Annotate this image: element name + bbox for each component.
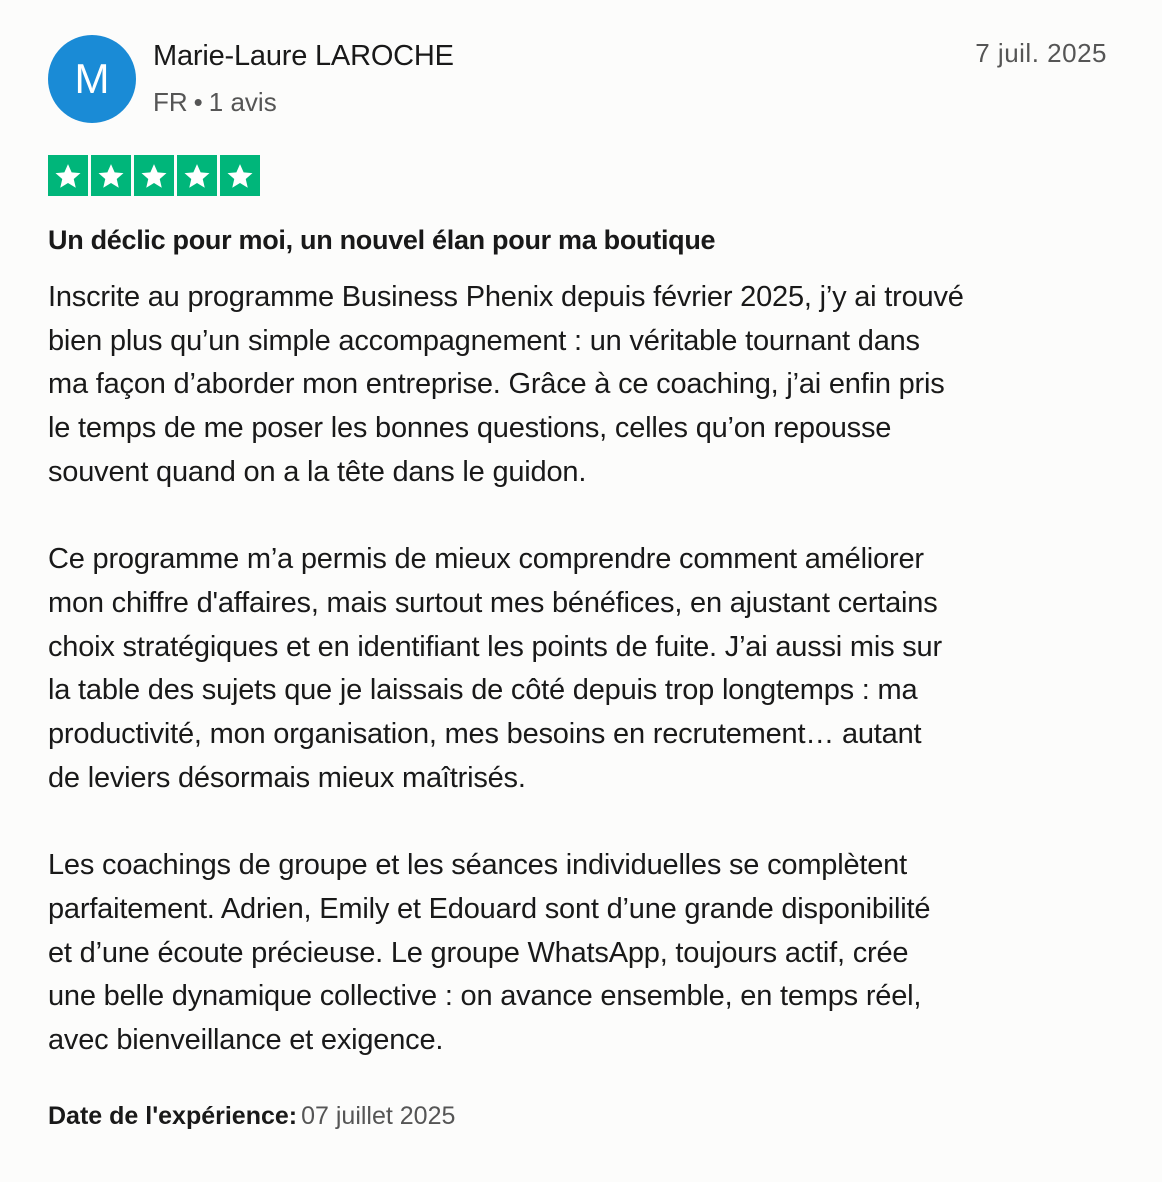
review-date: 7 juil. 2025 [975, 38, 1107, 68]
review-count: 1 avis [208, 87, 277, 117]
experience-date [48, 1096, 455, 1136]
meta-separator: • [193, 87, 203, 117]
star-icon [48, 155, 88, 196]
experience-date-value: 07 juillet 2025 [301, 1102, 456, 1130]
review-body [48, 276, 1118, 1106]
review-paragraph: Les coachings de groupe et les séances individuelles se complètent parfaitement. Adrien, Emily et Edouard sont d’une grande disponibilité et d’une écoute précieuse. Le groupe WhatsApp, toujours actif, crée une belle dynamique collective : on avance ensemble, en temps réel, avec bienveillance et exigence. [48, 849, 931, 1056]
reviewer-country: FR [153, 87, 188, 117]
reviewer-meta [153, 84, 277, 120]
star-rating [48, 155, 260, 196]
star-icon [220, 155, 260, 196]
review-paragraph: Ce programme m’a permis de mieux comprendre comment améliorer mon chiffre d'affaires, mais surtout mes bénéfices, en ajustant certains choix stratégiques et en identifiant les points de fuite. J’ai aussi mis sur la table des sujets que je laissais de côté depuis trop longtemps : ma productivité, mon organisation, mes besoins en recrutement… autant de leviers désormais mieux maîtrisés. [48, 543, 942, 794]
reviewer-name[interactable]: Marie-Laure LAROCHE [153, 40, 454, 72]
star-icon [134, 155, 174, 196]
experience-date-label: Date de l'expérience: [48, 1102, 298, 1130]
star-icon [177, 155, 217, 196]
avatar-letter: M [74, 55, 110, 102]
review-title[interactable]: Un déclic pour moi, un nouvel élan pour ma boutique [48, 225, 716, 255]
star-icon [91, 155, 131, 196]
review-paragraph: Inscrite au programme Business Phenix depuis février 2025, j’y ai trouvé bien plus qu’un simple accompagnement : un véritable tournant dans ma façon d’aborder mon entreprise. Grâce à ce coaching, j’ai enfin pris le temps de me poser les bonnes questions, celles qu’on repousse souvent quand on a la tête dans le guidon. [48, 281, 964, 488]
avatar[interactable] [48, 35, 136, 123]
